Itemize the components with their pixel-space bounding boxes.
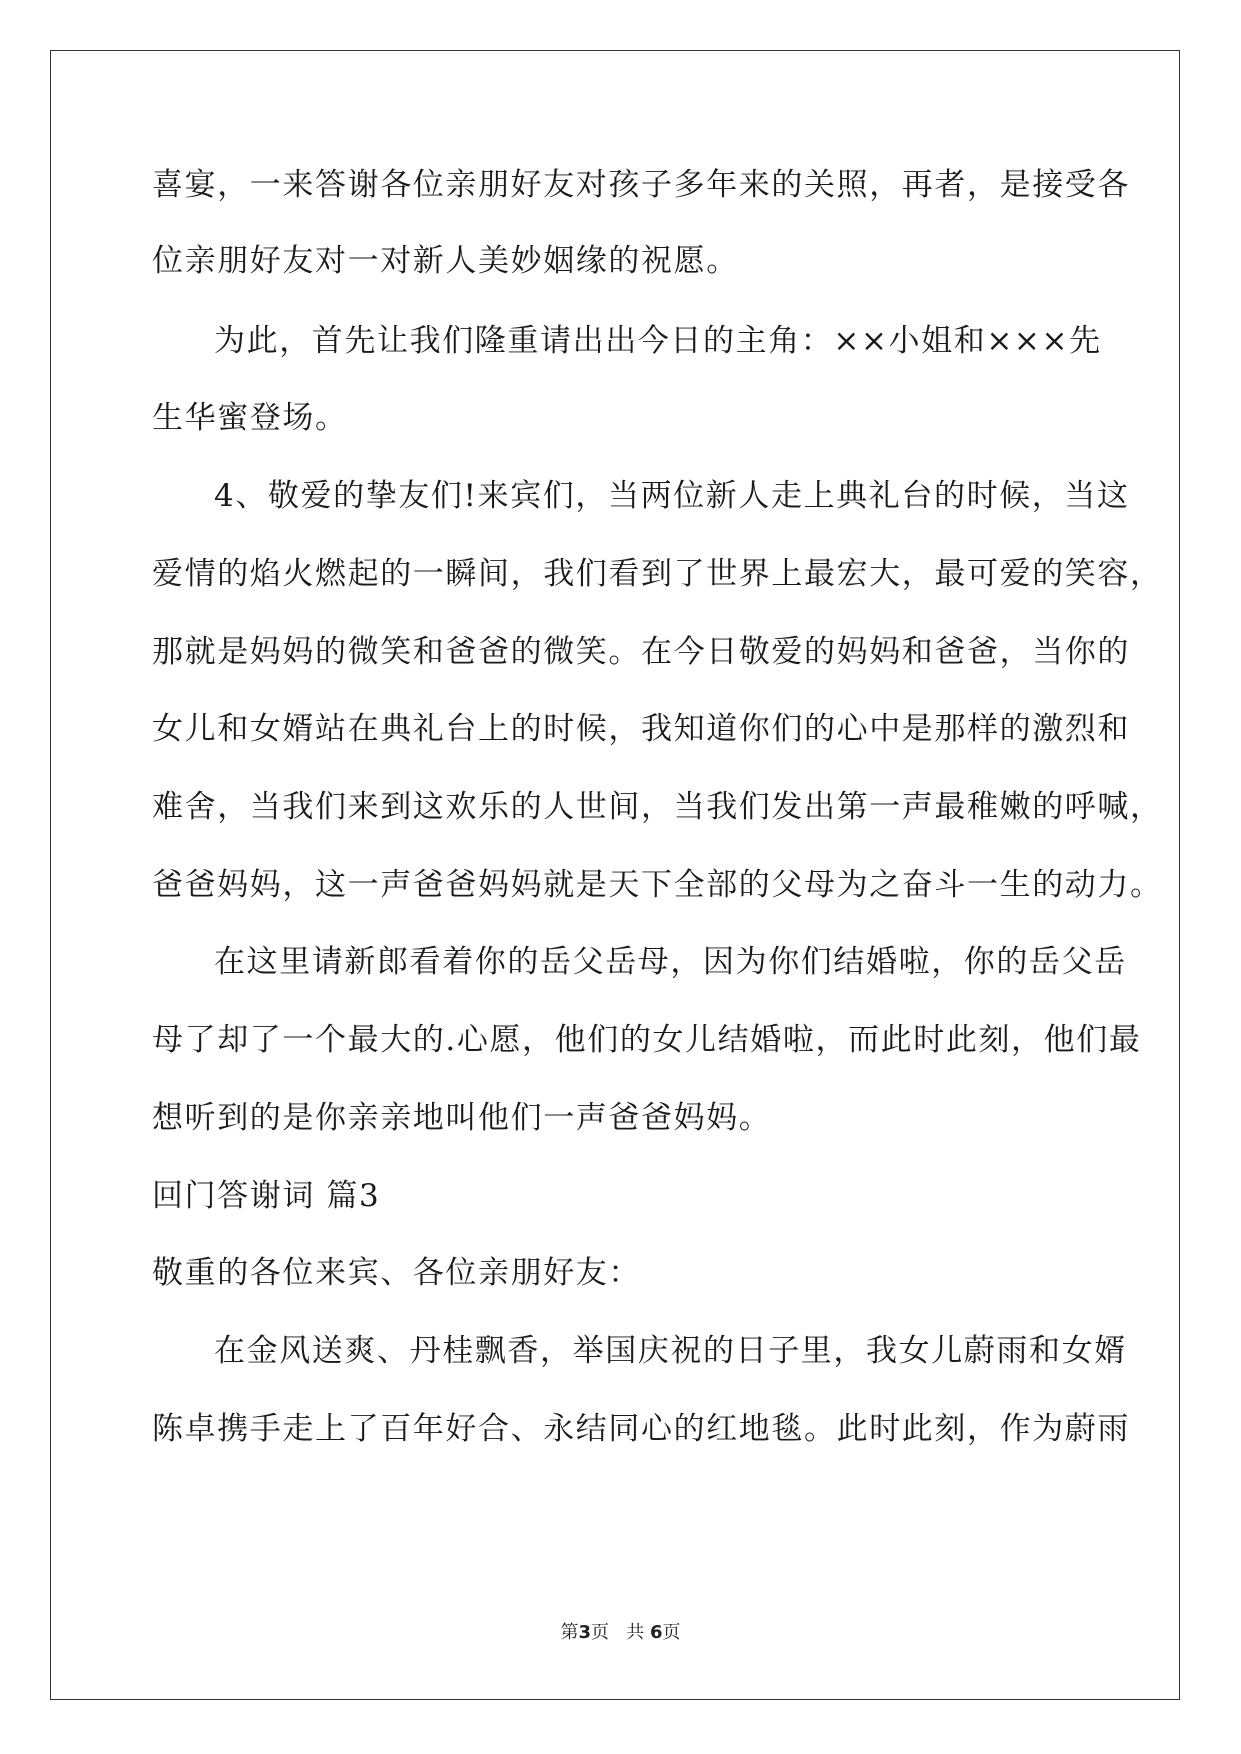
page-label-prefix: 第 [560, 1622, 579, 1643]
section-heading: 回门答谢词 篇3 [152, 1178, 381, 1214]
text-line: 想听到的是你亲亲地叫他们一声爸爸妈妈。 [152, 1100, 772, 1136]
text-line: 爸爸妈妈，这一声爸爸妈妈就是天下全部的父母为之奋斗一生的动力。 [152, 867, 1163, 903]
text-line: 陈卓携手走上了百年好合、永结同心的红地毯。此时此刻，作为蔚雨 [152, 1411, 1130, 1447]
text-line: 生华蜜登场。 [152, 400, 348, 436]
salutation: 敬重的各位来宾、各位亲朋好友： [152, 1255, 641, 1291]
text-line: 母了却了一个最大的.心愿，他们的女儿结婚啦，而此时此刻，他们最 [152, 1022, 1142, 1058]
paragraph-start: 在这里请新郎看着你的岳父岳母，因为你们结婚啦，你的岳父岳 [214, 944, 1127, 980]
page-footer [0, 1618, 1241, 1644]
text-line: 爱情的焰火燃起的一瞬间，我们看到了世界上最宏大，最可爱的笑容， [152, 556, 1163, 592]
total-pages-number: 6 [649, 1622, 663, 1643]
text-line: 难舍，当我们来到这欢乐的人世间，当我们发出第一声最稚嫩的呼喊， [152, 789, 1163, 825]
text-line: 喜宴，一来答谢各位亲朋好友对孩子多年来的关照，再者，是接受各 [152, 167, 1130, 203]
current-page-number: 3 [578, 1622, 592, 1643]
text-line: 那就是妈妈的微笑和爸爸的微笑。在今日敬爱的妈妈和爸爸，当你的 [152, 634, 1130, 670]
page-label-suffix: 页 [591, 1622, 610, 1643]
paragraph-start: 在金风送爽、丹桂飘香，举国庆祝的日子里，我女儿蔚雨和女婿 [214, 1333, 1127, 1369]
text-line: 位亲朋好友对一对新人美妙姻缘的祝愿。 [152, 243, 739, 279]
total-label-prefix: 共 [626, 1622, 645, 1643]
paragraph-start: 4、敬爱的挚友们!来宾们，当两位新人走上典礼台的时候，当这 [214, 478, 1130, 514]
text-line: 女儿和女婿站在典礼台上的时候，我知道你们的心中是那样的激烈和 [152, 711, 1130, 747]
paragraph-start: 为此，首先让我们隆重请出出今日的主角：××小姐和×××先 [214, 323, 1102, 359]
total-label-suffix: 页 [662, 1622, 681, 1643]
